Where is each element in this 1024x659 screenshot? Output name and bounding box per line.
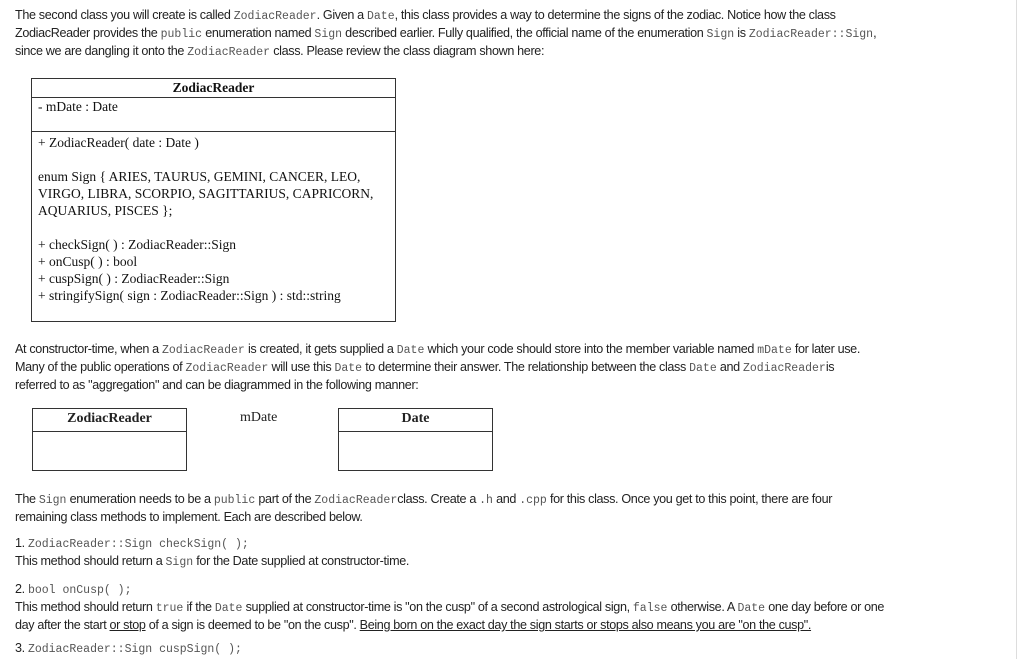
text-segment: enumeration needs to be a [66,492,214,506]
inline-code: true [155,602,184,615]
sign-paragraph [15,491,832,526]
text-segment: , this class provides a way to determine the signs of the zodiac. Notice how the class [394,8,836,22]
text-segment: which your code should store into the member variable named [424,342,758,356]
class-name: ZodiacReader [32,79,395,98]
method-item-3 [15,640,242,658]
inline-code: ZodiacReader [314,494,398,507]
aggregation-right-box [338,408,493,471]
text-segment: This method should return a [15,554,166,568]
inline-code: false [632,602,668,615]
inline-code: ZodiacReader::Sign [748,28,874,41]
text-segment: supplied at constructor-time is "on the cusp" of a second astrological sign, [242,600,633,614]
text-segment: one day before or one [765,600,885,614]
text-segment: and [492,492,520,506]
aggregation-label: mDate [240,410,278,425]
inline-code: ZodiacReader [187,46,271,59]
constructor: + ZodiacReader( date : Date ) [38,135,199,150]
text-segment: 3. [15,641,28,655]
text-segment: Many of the public operations of [15,360,186,374]
text-segment: This method should return [15,600,156,614]
enum-line: VIRGO, LIBRA, SCORPIO, SAGITTARIUS, CAPRICORN, [38,186,374,201]
text-segment: remaining class methods to implement. Each are described below. [15,510,363,524]
aggregation-left-name: ZodiacReader [33,409,186,432]
text-segment: The [15,492,39,506]
inline-code: Date [214,602,243,615]
intro-paragraph [15,7,876,61]
text-segment: enumeration named [202,26,315,40]
method: + stringifySign( sign : ZodiacReader::Sign ) : std::string [38,288,341,303]
text-segment: if the [183,600,215,614]
text-segment: and [716,360,743,374]
text-segment: will use this [268,360,335,374]
text-segment: The second class you will create is called [15,8,234,22]
method: + onCusp( ) : bool [38,254,138,269]
text-segment: 2. [15,582,28,596]
inline-code: Date [737,602,766,615]
inline-code: Sign [165,556,194,569]
inline-code: ZodiacReader::Sign cuspSign( ); [27,643,242,656]
inline-code: Date [396,344,425,357]
inline-code: .h [479,494,493,507]
text-segment: ZodiacReader provides the [15,26,161,40]
text-segment: is [734,26,749,40]
text-segment: is created, it gets supplied a [244,342,397,356]
class-operations [32,132,395,306]
inline-code: public [213,494,256,507]
text-segment: for the Date supplied at constructor-time. [193,554,410,568]
text-segment: At constructor-time, when a [15,342,162,356]
text-segment: described earlier. Fully qualified, the official name of the enumeration [342,26,707,40]
inline-code: ZodiacReader::Sign checkSign( ); [27,538,249,551]
class-diagram [31,78,396,322]
method-item-2 [15,581,884,634]
text-segment: part of the [255,492,315,506]
inline-code: bool onCusp( ); [27,584,132,597]
enum-line: AQUARIUS, PISCES }; [38,203,173,218]
underlined-text: Being born on the exact day the sign starts or stops also means you are "on the cusp". [359,618,812,632]
method: + cuspSign( ) : ZodiacReader::Sign [38,271,230,286]
class-attribute: - mDate : Date [32,98,395,132]
text-segment: , [873,26,877,40]
inline-code: mDate [757,344,792,357]
text-segment: referred to as "aggregation" and can be diagrammed in the following manner: [15,378,419,392]
inline-code: Date [689,362,717,375]
inline-code: ZodiacReader [185,362,269,375]
inline-code: Sign [38,494,67,507]
text-segment: . Given a [316,8,367,22]
inline-code: Sign [314,28,343,41]
inline-code: Date [334,362,363,375]
text-segment: day after the start [15,618,110,632]
inline-code: Date [366,10,395,23]
text-segment: is [825,360,835,374]
inline-code: ZodiacReader [161,344,245,357]
aggregation-right-name: Date [339,409,492,432]
inline-code: Sign [706,28,735,41]
text-segment: 1. [15,536,28,550]
method-item-1 [15,535,409,571]
aggregation-left-box [32,408,187,471]
text-segment: class. Please review the class diagram shown here: [270,44,545,58]
inline-code: .cpp [519,494,547,507]
constructor-paragraph [15,341,860,394]
method: + checkSign( ) : ZodiacReader::Sign [38,237,237,252]
text-segment: for later use. [791,342,860,356]
underlined-text: or stop [109,618,146,632]
text-segment: for this class. Once you get to this point, there are four [546,492,833,506]
text-segment: of a sign is deemed to be "on the cusp". [145,618,360,632]
inline-code: ZodiacReader [233,10,317,23]
enum-line: enum Sign { ARIES, TAURUS, GEMINI, CANCER, LEO, [38,169,361,184]
text-segment: otherwise. A [667,600,738,614]
page-edge-divider [1016,0,1017,659]
inline-code: ZodiacReader [742,362,826,375]
inline-code: public [160,28,203,41]
text-segment: class. Create a [397,492,480,506]
text-segment: since we are dangling it onto the [15,44,188,58]
text-segment: to determine their answer. The relationship between the class [362,360,690,374]
